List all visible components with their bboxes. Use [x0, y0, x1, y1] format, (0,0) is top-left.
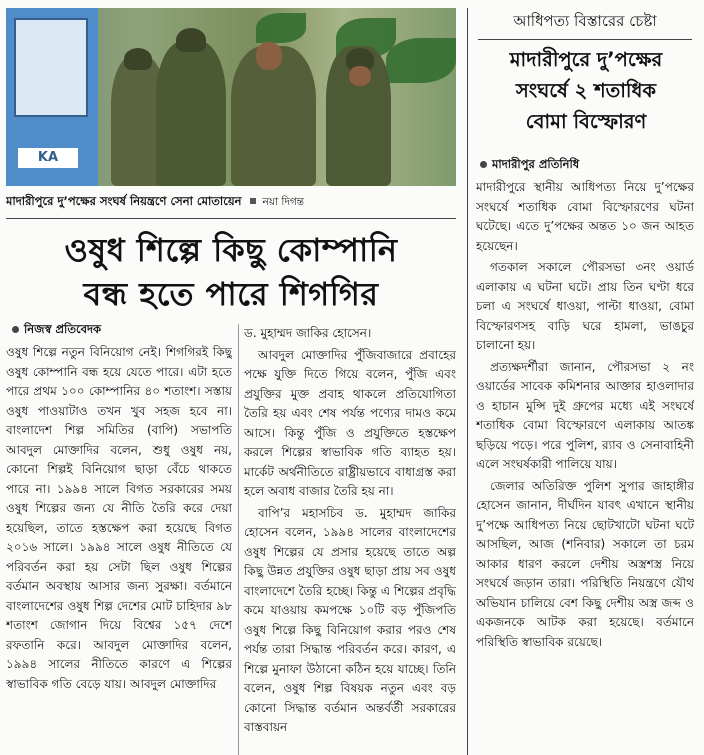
page-divider [467, 8, 468, 755]
paragraph: ওষুধ শিল্পে নতুন বিনিয়োগ নেই। শিগগিরই কিছু ওষুধ কোম্পানি বন্ধ হয়ে যেতে পারে। এটা হতে পারে প্রথম ১০০ কোম্পানির ৪০ শতাংশ। সস্তায় ওষুধ পাওয়াটাও তখন খুব সহজ হবে না। বাংলাদেশ শিল্প সমিতির (বাপি) সভাপতি আবদুল মোক্তাদির বলেন, শুধু ওষুধ নয়, কোনো শিল্পই বিনিয়োগ ছাড়া বেঁচে থাকতে পারে না। ১৯৯৪ সালে বিগত সরকারের সময় ওষুধ শিল্পের জন্য যে নীতি তৈরি করে দেয়া হয়েছিল, তাতে হস্তক্ষেপ করা হয়েছে বিগত ২০১৬ সালে। ১৯৯৪ সালে ওষুধ নীতিতে যে পরিবর্তন করা হয় সেটা ছিল ওষুধ শিল্পের বর্তমান অবস্থায় আসার জন্য সুরক্ষা। বর্তমানে বাংলাদেশের ওষুধ শিল্প দেশের মোট চাহিদার ৯৮ শতাংশ জোগান দিয়ে বিশ্বের ১৫৭ দেশে রফতানি করে। আবদুল মোক্তাদির বলেন, ১৯৯৪ সালের নীতিতে কারণে এ শিল্পের স্বাভাবিক গতি বেড়ে যায়। আবদুল মোক্তাদির [6, 345, 232, 691]
right-headline-line1: মাদারীপুরে দু’পক্ষের [509, 48, 663, 71]
square-bullet-icon [250, 198, 256, 204]
left-article-column-2 [244, 324, 456, 755]
left-article-column-1 [6, 343, 232, 755]
column-divider [238, 324, 239, 755]
main-headline-line1: ওষুধ শিল্পে কিছু কোম্পানি [64, 231, 398, 269]
divider [6, 218, 456, 219]
bus-graphic [6, 8, 98, 186]
right-article-body [476, 178, 694, 755]
news-photo [6, 8, 456, 186]
byline-right [480, 156, 690, 175]
right-headline [476, 44, 696, 137]
caption-text: মাদারীপুরে দু’পক্ষের সংঘর্ষ নিয়ন্ত্রণে সেনা মোতায়েন [6, 194, 242, 208]
kicker: আধিপত্য বিস্তারের চেষ্টা [478, 10, 692, 40]
byline-left [12, 321, 232, 340]
right-headline-line2: সংঘর্ষে ২ শতাধিক [515, 79, 657, 102]
byline-left-text: নিজস্ব প্রতিবেদক [24, 322, 102, 336]
right-headline-line3: বোমা বিস্ফোরণ [525, 110, 647, 133]
caption-source: নয়া দিগন্ত [262, 196, 305, 208]
paragraph: ড. মুহাম্মদ জাকির হোসেন। [244, 326, 372, 340]
paragraph: মাদারীপুরে স্থানীয় আধিপত্য নিয়ে দু’পক্ষের সংঘর্ষে শতাধিক বোমা বিস্ফোরণের ঘটনা ঘটেছে। এতে দু’পক্ষের অন্তত ১০ জন আহত হয়েছেন। [476, 180, 694, 253]
paragraph: গতকাল সকালে পৌরসভা ৩নং ওয়ার্ড এলাকায় এ ঘটনা ঘটে। প্রায় তিন ঘণ্টা ধরে চলা এ সংঘর্ষে ধাওয়া, পাল্টা ধাওয়া, বোমা বিস্ফোরণসহ বাড়ি ঘরে হামলা, ভাঙচুর চালানো হয়। [476, 260, 694, 352]
main-headline [6, 228, 456, 316]
bus-plate: KA [18, 148, 78, 168]
main-headline-line2: বন্ধ হতে পারে শিগগির [83, 275, 379, 313]
photo-caption [6, 190, 456, 212]
paragraph: আবদুল মোক্তাদির পুঁজিবাজারে প্রবাহের পক্ষে যুক্তি দিতে গিয়ে বলেন, পুঁজি এবং প্রযুক্তির মুক্ত প্রবাহ থাকলে প্রতিযোগিতা তৈরি হয় এবং শেষ পর্যন্ত পণ্যের দামও কমে আসে। কিন্তু পুঁজি ও প্রযুক্তিতে হস্তক্ষেপ করলে শিল্পের স্বাভাবিক গতি ব্যাহত হয়। মার্কেট অর্থনীতিতে রাষ্ট্রীয়ভাবে বাধাগ্রস্ত করা হলে অবাধ বাজার তৈরি হয় না। [244, 347, 456, 498]
paragraph: বাপি’র মহাসচিব ড. মুহাম্মদ জাকির হোসেন বলেন, ১৯৯৪ সালের বাংলাদেশের ওষুধ শিল্পের যে প্রসার হয়েছে তাতে অল্প কিছু উন্নত প্রযুক্তির ওষুধ ছাড়া প্রায় সব ওষুধ বাংলাদেশে তৈরি হচ্ছে। কিন্তু এ শিল্পের প্রবৃদ্ধি কমে যাওয়ায় কমপক্ষে ১০টি বড় পুঁজিপতি ওষুধ শিল্পে কিছু বিনিয়োগ করার পরও শেষ পর্যন্ত তারা সিদ্ধান্ত পরিবর্তন করে। কারণ, এ শিল্পে মুনাফা উঠানো কঠিন হয়ে যাচ্ছে। তিনি বলেন, ওষুধ শিল্প বিষয়ক নতুন এবং বড় কোনো সিদ্ধান্ত বর্তমান অন্তর্বর্তী সরকারের বাস্তবায়ন [244, 505, 456, 734]
paragraph: জেলার অতিরিক্ত পুলিশ সুপার জাহাঙ্গীর হোসেন জানান, দীর্ঘদিন যাবৎ এখানে স্থানীয় দু’পক্ষে আধিপত্য নিয়ে ছোটখাটো ঘটনা ঘটে আসছিল, আজ (শনিবার) সকালে তা চরম আকার ধারণ করলে দেশীয় অস্ত্রশস্ত্র নিয়ে সংঘর্ষে জড়ান তারা। পরিস্থিতি নিয়ন্ত্রণে যৌথ অভিযান চালিয়ে বেশ কিছু দেশীয় অস্ত্র জব্দ ও একজনকে আটক করা হয়েছে। বর্তমানে পরিস্থিতি স্বাভাবিক রয়েছে। [476, 478, 694, 649]
bullet-icon [12, 326, 19, 333]
byline-right-text: মাদারীপুর প্রতিনিধি [492, 157, 580, 171]
paragraph: প্রত্যক্ষদর্শীরা জানান, পৌরসভা ২ নং ওয়ার্ডের সাবেক কমিশনার আক্তার হাওলাদার ও হাচান মুন্সি দুই গ্রুপের মধ্যে এই সংঘর্ষে শতাধিক বোমা বিস্ফোরণে এলাকায় আতঙ্ক ছড়িয়ে পড়ে। পরে পুলিশ, র‌্যাব ও সেনাবাহিনী এলে সংঘর্ষকারী পালিয়ে যায়। [476, 359, 694, 471]
bullet-icon [480, 161, 487, 168]
